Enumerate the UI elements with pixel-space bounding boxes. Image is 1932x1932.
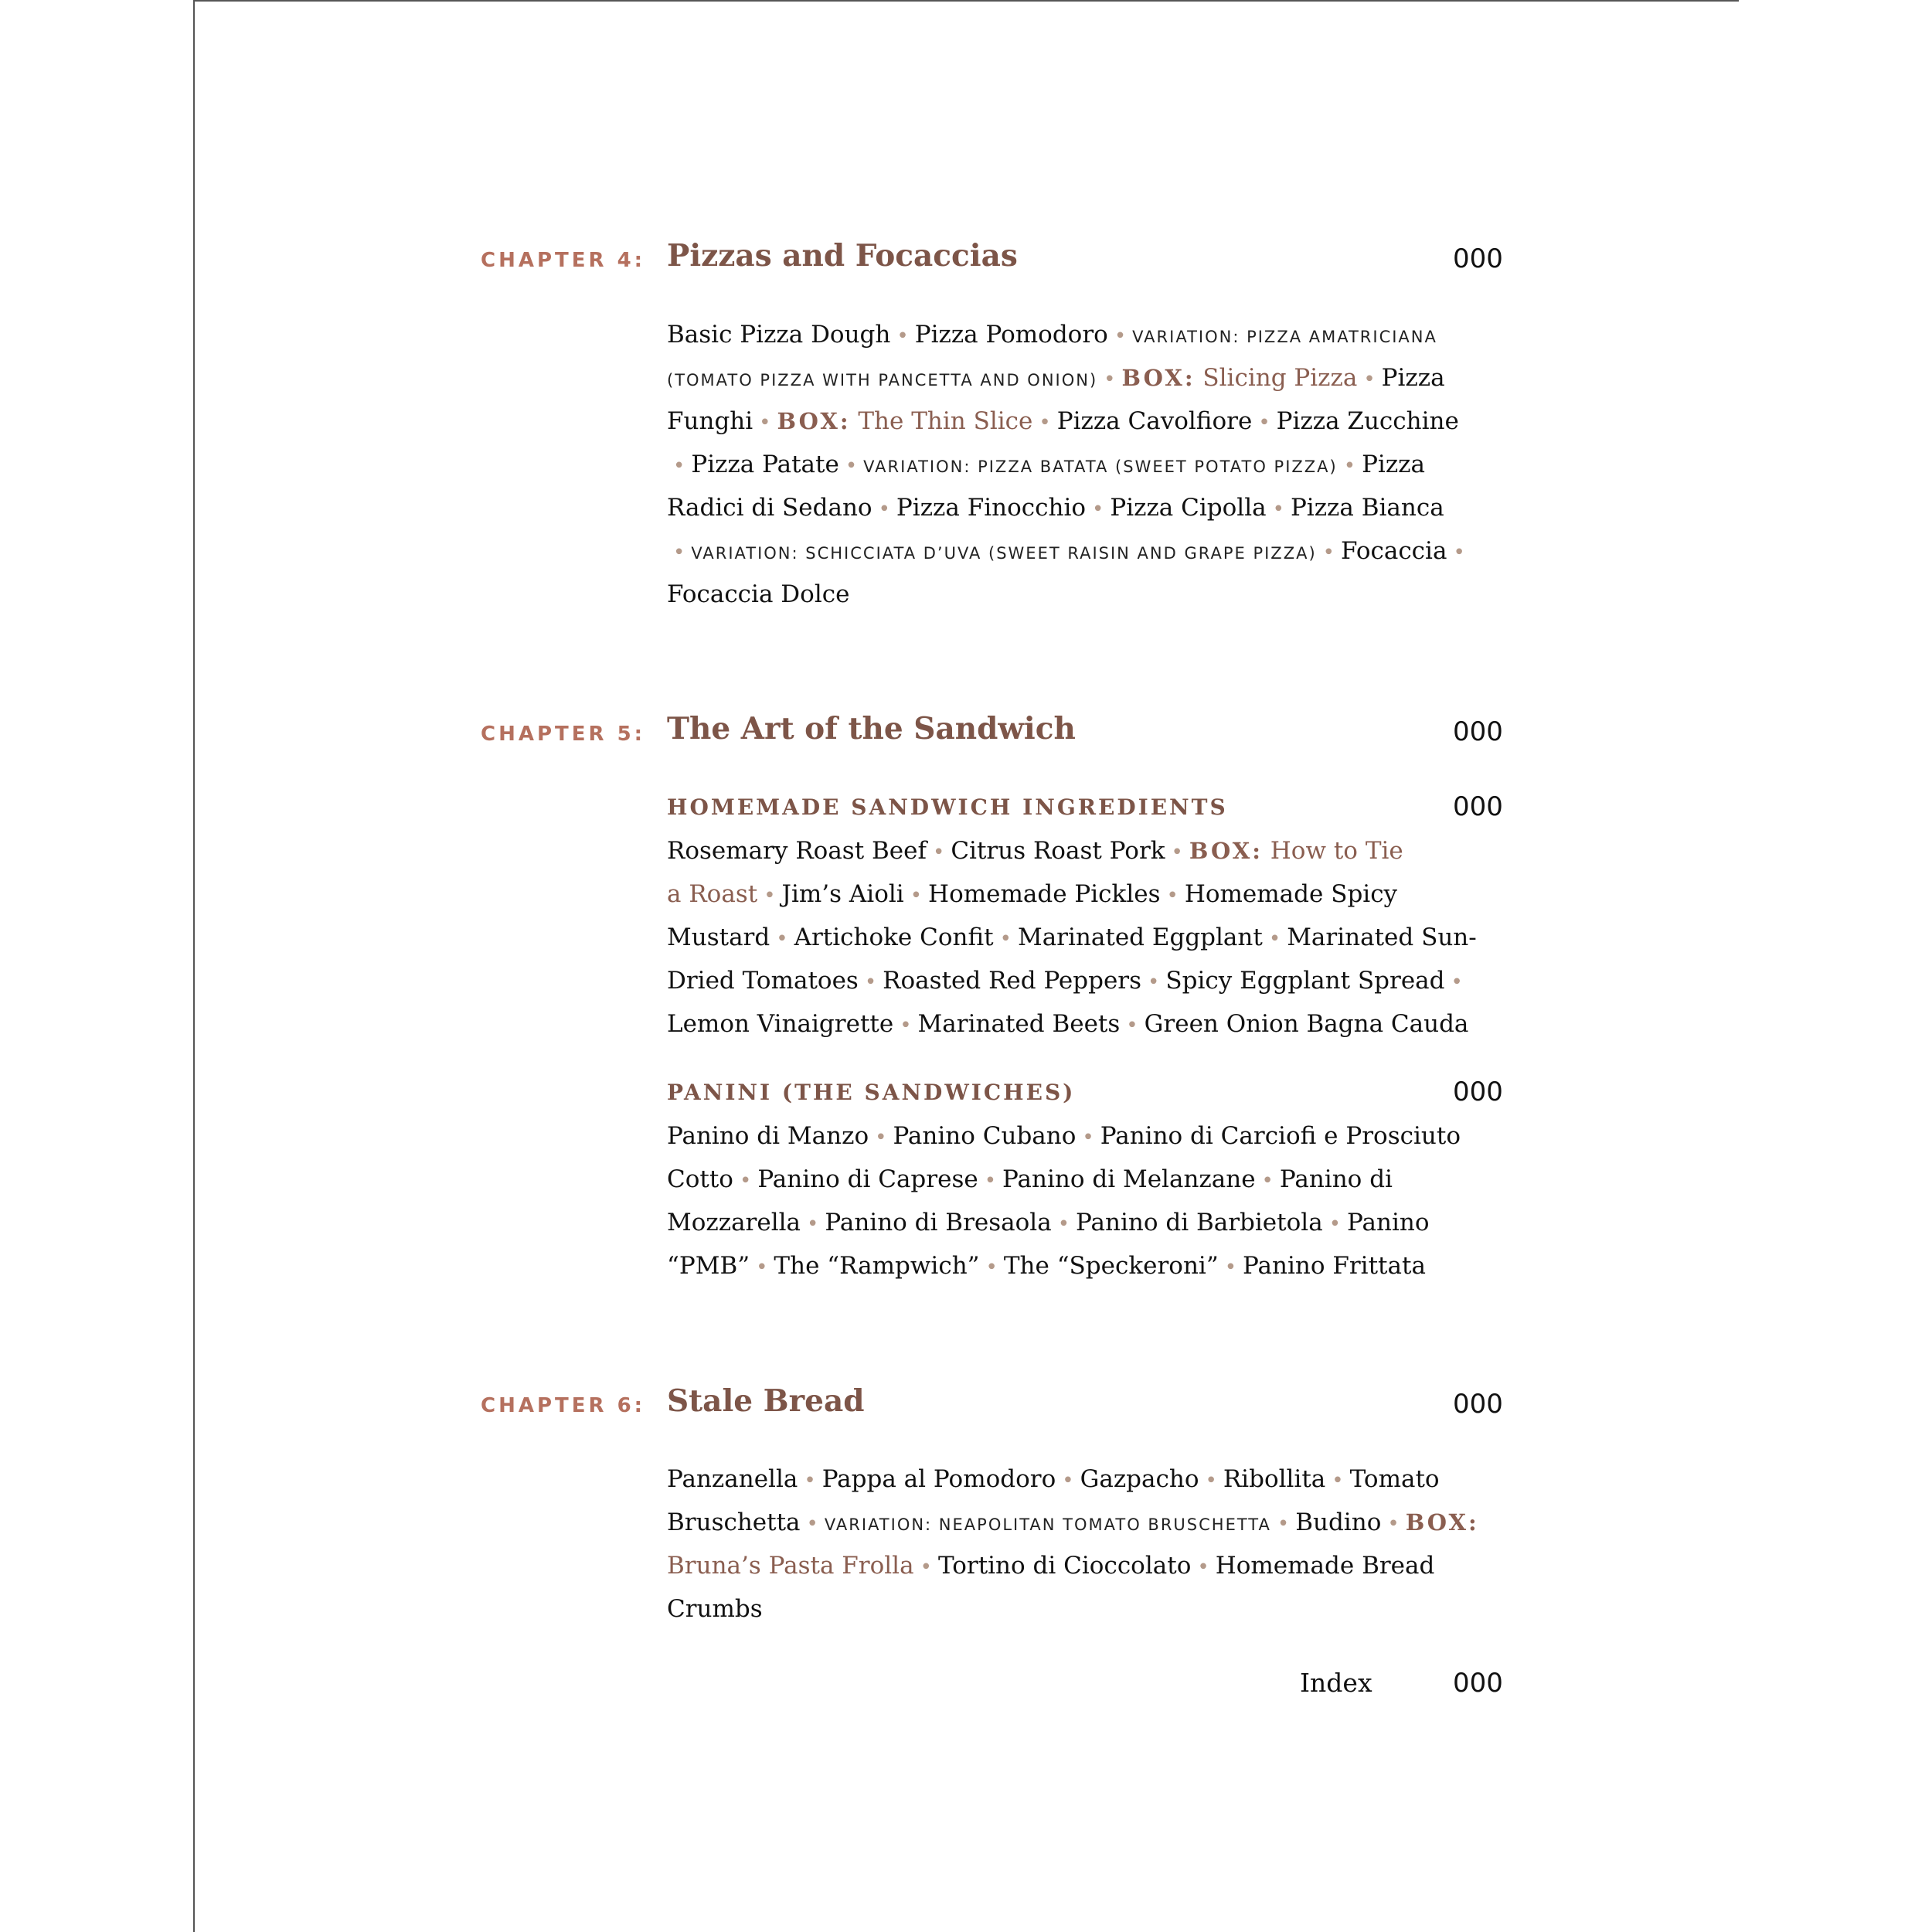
bullet-separator: •: [673, 541, 685, 564]
recipe-entry[interactable]: Tomato: [1349, 1465, 1440, 1493]
bullet-separator: •: [1328, 1213, 1342, 1236]
toc-line: [667, 573, 1509, 616]
recipe-entry[interactable]: Roasted Red Peppers: [883, 967, 1142, 995]
chapter-4-page: 000: [1453, 243, 1503, 274]
chapter-5-page: 000: [1453, 716, 1503, 747]
bullet-separator: •: [845, 454, 858, 478]
bullet-separator: •: [673, 454, 685, 478]
recipe-entry[interactable]: Pizza Pomodoro: [914, 321, 1108, 349]
bullet-separator: •: [764, 884, 776, 907]
bullet-separator: •: [1332, 1469, 1344, 1492]
bullet-separator: •: [985, 1256, 998, 1279]
box-entry[interactable]: Bruna’s Pasta Frolla: [667, 1552, 914, 1580]
section-panini-contents: [667, 1114, 1509, 1287]
chapter-5-label: CHAPTER 5:: [481, 723, 646, 746]
toc-line: [667, 313, 1509, 356]
recipe-entry[interactable]: Pizza Finocchio: [896, 494, 1087, 522]
bullet-separator: •: [896, 325, 909, 348]
bullet-separator: •: [1057, 1213, 1070, 1236]
recipe-entry[interactable]: The “Speckeroni”: [1003, 1252, 1219, 1280]
recipe-entry[interactable]: Pizza: [1362, 451, 1425, 478]
toc-line: [667, 872, 1509, 916]
chapter-4-label: CHAPTER 4:: [481, 249, 646, 272]
recipe-entry[interactable]: Funghi: [667, 407, 753, 435]
section-panini-page: 000: [1453, 1077, 1503, 1107]
recipe-entry[interactable]: Citrus Roast Pork: [951, 837, 1165, 865]
bullet-separator: •: [1451, 971, 1463, 994]
recipe-entry[interactable]: Marinated Sun-: [1287, 923, 1477, 951]
recipe-entry[interactable]: Tortino di Cioccolato: [937, 1552, 1192, 1580]
bullet-separator: •: [1453, 541, 1465, 564]
bullet-separator: •: [878, 498, 890, 521]
box-label: BOX:: [1189, 838, 1263, 864]
box-label: BOX:: [777, 408, 851, 434]
toc-line: [667, 1158, 1509, 1201]
recipe-entry[interactable]: Lemon Vinaigrette: [667, 1010, 894, 1038]
recipe-entry[interactable]: Mustard: [667, 923, 770, 951]
recipe-entry[interactable]: Panino Frittata: [1243, 1252, 1426, 1280]
toc-line: [667, 1544, 1509, 1587]
bullet-separator: •: [804, 1469, 816, 1492]
recipe-entry[interactable]: The “Rampwich”: [774, 1252, 980, 1280]
bullet-separator: •: [759, 411, 771, 434]
toc-line: [667, 1002, 1509, 1046]
bullet-separator: •: [1258, 411, 1270, 434]
variation-entry[interactable]: VARIATION: SCHICCIATA D’UVA (SWEET RAISIN AND GRAPE PIZZA): [691, 544, 1317, 563]
recipe-entry[interactable]: Pizza Cipolla: [1110, 494, 1267, 522]
box-entry[interactable]: a Roast: [667, 880, 758, 908]
toc-line: [667, 356, 1509, 400]
index-label[interactable]: Index: [1300, 1668, 1372, 1698]
bullet-separator: •: [806, 1512, 818, 1536]
bullet-separator: •: [1272, 498, 1284, 521]
bullet-separator: •: [999, 927, 1012, 951]
bullet-separator: •: [1082, 1126, 1094, 1149]
toc-line: [667, 916, 1509, 959]
bullet-separator: •: [1062, 1469, 1074, 1492]
page-top-edge: [193, 0, 1739, 2]
bullet-separator: •: [1039, 411, 1051, 434]
recipe-entry[interactable]: Gazpacho: [1080, 1465, 1199, 1493]
recipe-entry[interactable]: Homemade Bread: [1215, 1552, 1435, 1580]
recipe-entry[interactable]: Panino di Barbietola: [1076, 1209, 1323, 1236]
recipe-entry[interactable]: Crumbs: [667, 1595, 763, 1623]
recipe-entry[interactable]: Pizza Patate: [691, 451, 839, 478]
bullet-separator: •: [864, 971, 877, 994]
bullet-separator: •: [1092, 498, 1104, 521]
bullet-separator: •: [900, 1014, 912, 1037]
recipe-entry[interactable]: Panino di Carciofi e Prosciuto: [1100, 1122, 1461, 1150]
bullet-separator: •: [875, 1126, 887, 1149]
bullet-separator: •: [776, 927, 788, 951]
box-label: BOX:: [1121, 365, 1196, 391]
recipe-entry[interactable]: Homemade Spicy: [1184, 880, 1398, 908]
toc-line: [667, 1201, 1509, 1244]
chapter-6-title[interactable]: Stale Bread: [667, 1383, 865, 1419]
bullet-separator: •: [1261, 1169, 1274, 1192]
recipe-entry[interactable]: Marinated Beets: [917, 1010, 1121, 1038]
bullet-separator: •: [920, 1556, 932, 1579]
chapter-6-page: 000: [1453, 1389, 1503, 1420]
recipe-entry[interactable]: Bruschetta: [667, 1509, 801, 1536]
chapter-4-title[interactable]: Pizzas and Focaccias: [667, 238, 1018, 274]
recipe-entry[interactable]: Homemade Pickles: [928, 880, 1161, 908]
bullet-separator: •: [1322, 541, 1335, 564]
bullet-separator: •: [1166, 884, 1179, 907]
bullet-separator: •: [807, 1213, 819, 1236]
recipe-entry[interactable]: Panino di Manzo: [667, 1122, 869, 1150]
recipe-entry[interactable]: Green Onion Bagna Cauda: [1144, 1010, 1469, 1038]
box-entry[interactable]: How to Tie: [1262, 837, 1403, 865]
toc-line: [667, 486, 1509, 529]
chapter-6-contents: [667, 1458, 1509, 1631]
recipe-entry[interactable]: Panino di: [1279, 1165, 1393, 1193]
recipe-entry[interactable]: Marinated Eggplant: [1017, 923, 1263, 951]
toc-line: [667, 1587, 1509, 1631]
recipe-entry[interactable]: Pizza: [1381, 364, 1445, 392]
bullet-separator: •: [1224, 1256, 1237, 1279]
recipe-entry[interactable]: Mozzarella: [667, 1209, 801, 1236]
recipe-entry[interactable]: Dried Tomatoes: [667, 967, 859, 995]
bullet-separator: •: [1104, 368, 1116, 391]
toc-line: [667, 443, 1509, 486]
toc-line: [667, 529, 1509, 573]
toc-line: [667, 400, 1509, 443]
recipe-entry[interactable]: Budino: [1295, 1509, 1382, 1536]
recipe-entry[interactable]: Focaccia Dolce: [667, 580, 850, 608]
recipe-entry[interactable]: Ribollita: [1223, 1465, 1326, 1493]
variation-entry[interactable]: VARIATION: PIZZA BATATA (SWEET POTATO PIZZA): [863, 457, 1338, 476]
variation-entry[interactable]: VARIATION: NEAPOLITAN TOMATO BRUSCHETTA: [824, 1515, 1271, 1534]
section-homemade-ingredients-heading[interactable]: HOMEMADE SANDWICH INGREDIENTS: [667, 794, 1228, 820]
recipe-entry[interactable]: Artichoke Confit: [794, 923, 994, 951]
section-panini-heading[interactable]: PANINI (THE SANDWICHES): [667, 1080, 1076, 1105]
chapter-6-label: CHAPTER 6:: [481, 1394, 646, 1417]
recipe-entry[interactable]: Spicy Eggplant Spread: [1165, 967, 1445, 995]
recipe-entry[interactable]: “PMB”: [667, 1252, 750, 1280]
recipe-entry[interactable]: Jim’s Aioli: [781, 880, 904, 908]
recipe-entry[interactable]: Panino di Melanzane: [1002, 1165, 1256, 1193]
bullet-separator: •: [1171, 841, 1183, 864]
recipe-entry[interactable]: Pizza Cavolfiore: [1056, 407, 1253, 435]
toc-line: [667, 959, 1509, 1002]
bullet-separator: •: [1387, 1512, 1400, 1536]
recipe-entry[interactable]: Rosemary Roast Beef: [667, 837, 927, 865]
toc-line: [667, 1458, 1509, 1501]
box-entry[interactable]: Slicing Pizza: [1195, 364, 1358, 392]
recipe-entry[interactable]: Basic Pizza Dough: [667, 321, 891, 349]
recipe-entry[interactable]: Pizza Bianca: [1290, 494, 1444, 522]
page-left-edge: [193, 0, 195, 1932]
bullet-separator: •: [1114, 325, 1127, 348]
bullet-separator: •: [1343, 454, 1356, 478]
toc-line: [667, 1501, 1509, 1544]
recipe-entry[interactable]: Panino di Caprese: [757, 1165, 978, 1193]
bullet-separator: •: [910, 884, 923, 907]
recipe-entry[interactable]: Cotto: [667, 1165, 733, 1193]
toc-line: [667, 829, 1509, 872]
recipe-entry[interactable]: Panino: [1347, 1209, 1430, 1236]
bullet-separator: •: [1277, 1512, 1290, 1536]
bullet-separator: •: [739, 1169, 752, 1192]
bullet-separator: •: [984, 1169, 997, 1192]
toc-line: [667, 1244, 1509, 1287]
bullet-separator: •: [1205, 1469, 1217, 1492]
recipe-entry[interactable]: Focaccia: [1341, 537, 1447, 565]
variation-entry[interactable]: (TOMATO PIZZA WITH PANCETTA AND ONION): [667, 371, 1098, 389]
toc-line: [667, 1114, 1509, 1158]
bullet-separator: •: [756, 1256, 768, 1279]
chapter-4-contents: [667, 313, 1509, 616]
box-entry[interactable]: The Thin Slice: [850, 407, 1033, 435]
chapter-5-title[interactable]: The Art of the Sandwich: [667, 711, 1076, 747]
recipe-entry[interactable]: Pizza Zucchine: [1276, 407, 1459, 435]
recipe-entry[interactable]: Radici di Sedano: [667, 494, 872, 522]
recipe-entry[interactable]: Panzanella: [667, 1465, 798, 1493]
section-homemade-ingredients-contents: [667, 829, 1509, 1046]
section-homemade-ingredients-page: 000: [1453, 791, 1503, 822]
bullet-separator: •: [932, 841, 945, 864]
index-page: 000: [1453, 1668, 1503, 1699]
recipe-entry[interactable]: Panino di Bresaola: [825, 1209, 1052, 1236]
variation-entry[interactable]: VARIATION: PIZZA AMATRICIANA: [1132, 328, 1437, 346]
recipe-entry[interactable]: Pappa al Pomodoro: [821, 1465, 1056, 1493]
box-label: BOX:: [1405, 1509, 1479, 1536]
recipe-entry[interactable]: Panino Cubano: [893, 1122, 1077, 1150]
bullet-separator: •: [1363, 368, 1376, 391]
bullet-separator: •: [1197, 1556, 1209, 1579]
bullet-separator: •: [1268, 927, 1281, 951]
bullet-separator: •: [1126, 1014, 1138, 1037]
bullet-separator: •: [1148, 971, 1160, 994]
